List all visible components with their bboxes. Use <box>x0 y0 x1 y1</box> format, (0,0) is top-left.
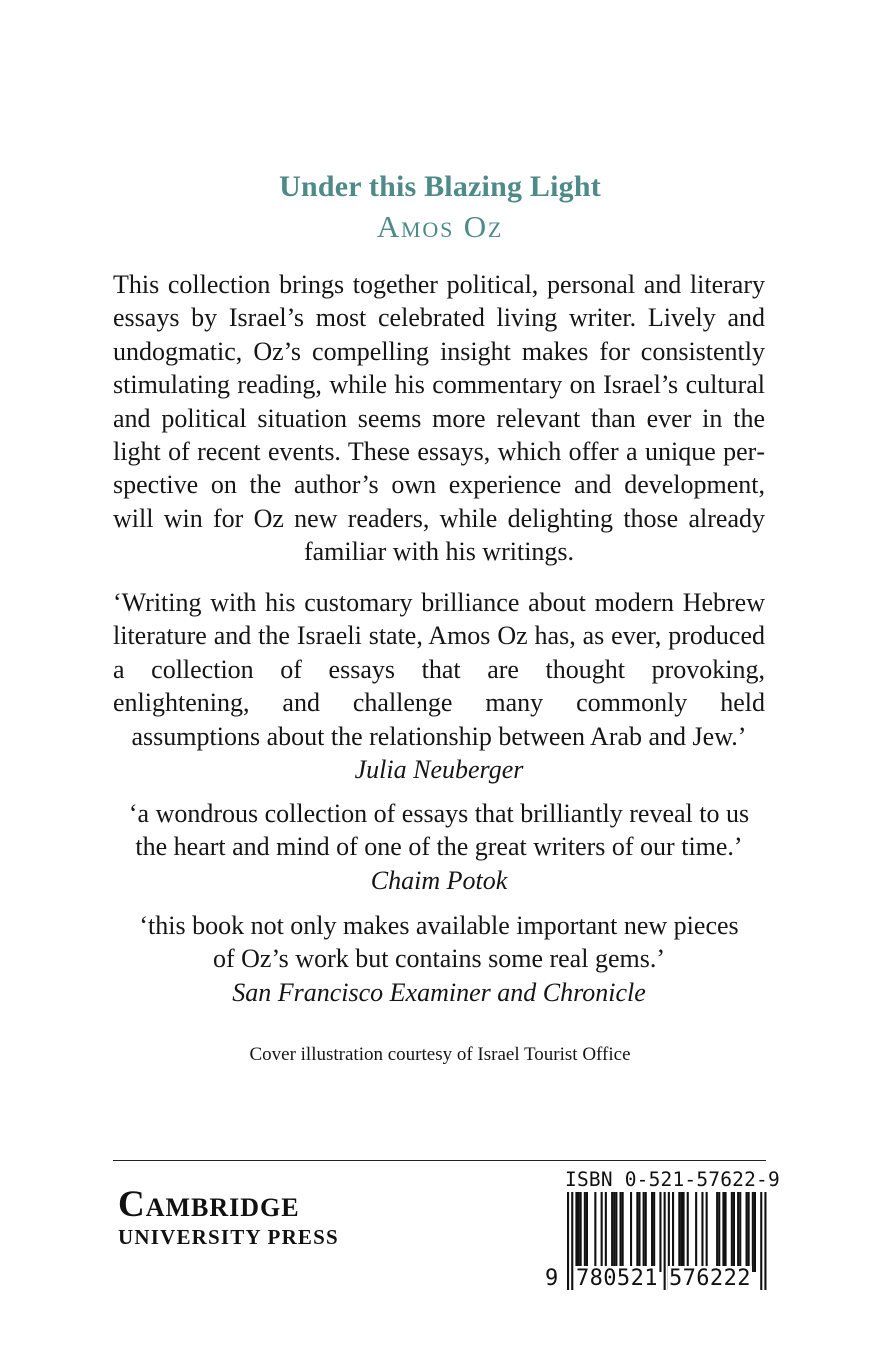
barcode-bar <box>746 1192 748 1272</box>
barcode-bar <box>680 1192 682 1272</box>
cover-credit: Cover illustration courtesy of Israel Tourist Office <box>249 1044 631 1065</box>
barcode-bar <box>630 1192 632 1272</box>
barcode-bar <box>580 1192 582 1272</box>
barcode-bar <box>733 1192 735 1272</box>
quote-text: ‘Writing with his customary brilliance about modern Hebrew literature and the Israeli state, Amos Oz has, as ever, produced a collection of essays that are thought provoking, enlightening, and challenge many commonly held assumptions about the relationship between Arab and Jew.’ <box>113 588 765 751</box>
barcode-bar <box>731 1192 733 1272</box>
barcode-bar <box>737 1192 739 1272</box>
book-author: Amos Oz <box>376 209 504 244</box>
barcode-bar <box>706 1192 708 1272</box>
barcode-bar <box>672 1192 674 1272</box>
barcode-bar <box>725 1192 727 1272</box>
barcode-bar <box>651 1192 653 1272</box>
barcode-bar <box>636 1192 638 1272</box>
barcode-digits <box>541 1266 769 1294</box>
barcode-bar <box>653 1192 655 1272</box>
barcode-bar <box>678 1192 680 1272</box>
barcode-bar <box>754 1192 756 1272</box>
barcode-bar <box>716 1192 718 1272</box>
quote-text: ‘this book not only makes available important new pieces of Oz’s work but contains some real gems.’ <box>139 911 739 974</box>
barcode-bar <box>748 1192 750 1272</box>
quote-source: San Francisco Examiner and Chronicle <box>232 977 646 1007</box>
barcode-bar <box>586 1192 588 1272</box>
book-title: Under this Blazing Light <box>279 170 601 203</box>
barcode-bar <box>584 1192 586 1272</box>
barcode-bar <box>643 1192 645 1272</box>
barcode-bar <box>601 1192 603 1272</box>
quote-source: Chaim Potok <box>370 865 508 895</box>
barcode-bar <box>752 1192 754 1272</box>
barcode-bar <box>594 1192 596 1272</box>
blurb-paragraph: This collection brings together political, personal and literary essays by Israel’s most celebrated living writer. Lively and undogmatic, Oz’s compelling insight makes for consistently stimulating reading, while his commentary on Israel’s cultural and political situation seems more relevant than ever in the light of recent events. These essays, which offer a unique perspective on the author’s own experience and development, will win for Oz new readers, while delighting those already familiar with his writings. <box>113 270 765 567</box>
barcode-bar <box>613 1192 615 1272</box>
barcode-bar <box>615 1192 617 1272</box>
barcode-bar <box>622 1192 624 1272</box>
review-quote <box>113 586 765 786</box>
quote-text: ‘a wondrous collection of essays that brilliantly reveal to us the heart and mind of one of the great writers of our time.’ <box>128 799 750 862</box>
ean-right-digits: 576222 <box>669 1266 751 1291</box>
publisher-subtitle: UNIVERSITY PRESS <box>118 1225 339 1249</box>
barcode-bar <box>718 1192 720 1272</box>
barcode-bar <box>683 1192 685 1272</box>
divider <box>113 1160 766 1161</box>
review-quote <box>113 797 765 897</box>
barcode-bar <box>578 1192 580 1272</box>
barcode-bar <box>575 1192 577 1272</box>
barcode-bar <box>611 1192 613 1272</box>
publisher-name: Cambridge <box>118 1184 300 1225</box>
barcode-bar <box>659 1192 661 1272</box>
barcode-bar <box>605 1192 607 1272</box>
title-block <box>0 168 880 246</box>
barcode-bar <box>638 1192 640 1272</box>
barcode-bar <box>687 1192 689 1272</box>
review-quote <box>113 909 765 1009</box>
barcode-bar <box>739 1192 741 1272</box>
barcode-bar <box>722 1192 724 1272</box>
barcode-bar <box>645 1192 647 1272</box>
isbn-label: ISBN 0-521-57622-9 <box>565 1168 780 1191</box>
barcode-bar <box>701 1192 703 1272</box>
quote-source: Julia Neuberger <box>354 755 524 785</box>
publisher-logo <box>118 1186 339 1250</box>
barcode-bar <box>620 1192 622 1272</box>
ean-first-digit: 9 <box>545 1266 559 1291</box>
barcode-bar <box>695 1192 697 1272</box>
ean-left-digits: 780521 <box>576 1266 658 1291</box>
barcode <box>541 1192 769 1294</box>
